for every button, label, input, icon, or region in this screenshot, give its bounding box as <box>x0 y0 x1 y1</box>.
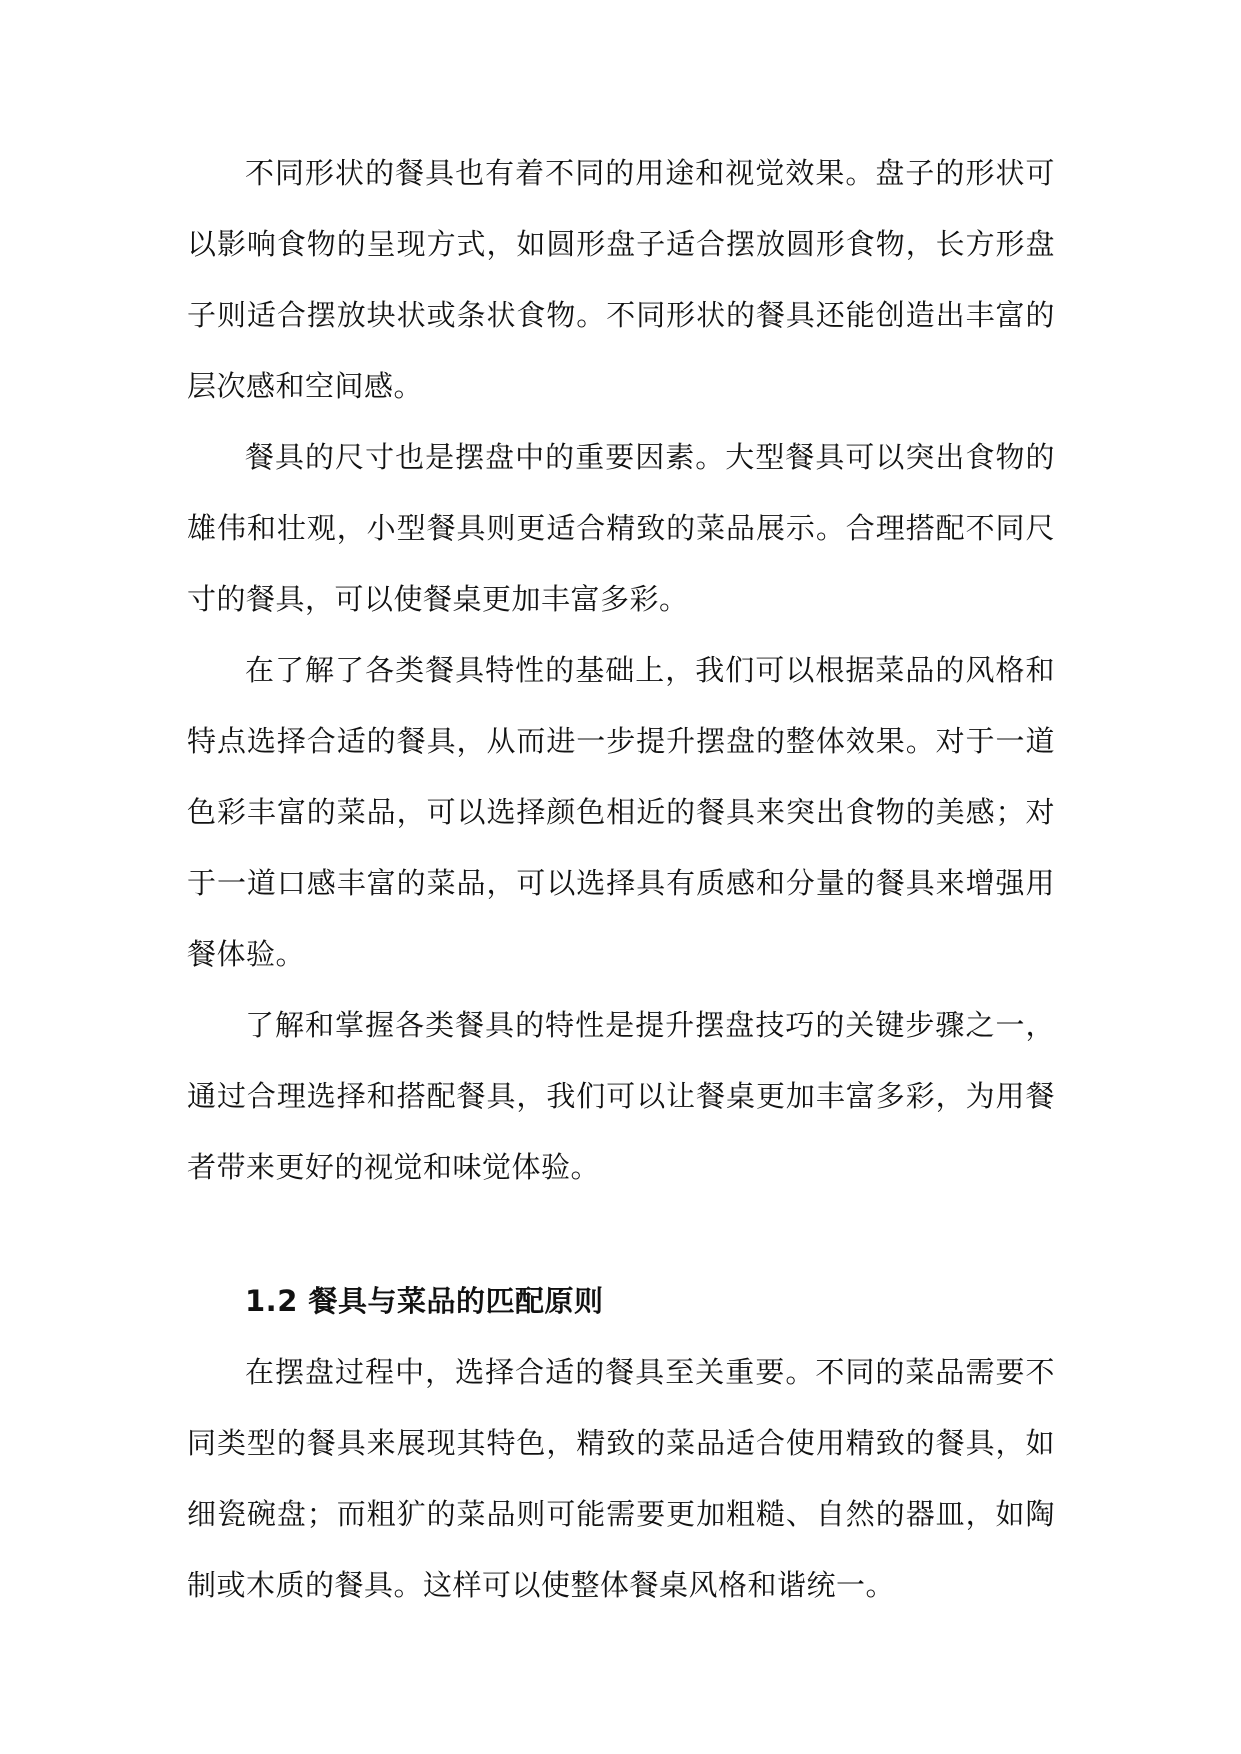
section-heading: 1.2 餐具与菜品的匹配原则 <box>245 1284 604 1318</box>
body-paragraph: 在摆盘过程中，选择合适的餐具至关重要。不同的菜品需要不同类型的餐具来展现其特色，精致的菜品适合使用精致的餐具，如细瓷碗盘；而粗犷的菜品则可能需要更加粗糙、自然的器皿，如陶制或木质的餐具。这样可以使整体餐桌风格和谐统一。 <box>187 1355 1055 1602</box>
body-paragraph: 餐具的尺寸也是摆盘中的重要因素。大型餐具可以突出食物的雄伟和壮观，小型餐具则更适合精致的菜品展示。合理搭配不同尺寸的餐具，可以使餐桌更加丰富多彩。 <box>187 440 1055 616</box>
body-paragraph: 不同形状的餐具也有着不同的用途和视觉效果。盘子的形状可以影响食物的呈现方式，如圆形盘子适合摆放圆形食物，长方形盘子则适合摆放块状或条状食物。不同形状的餐具还能创造出丰富的层次感和空间感。 <box>187 156 1055 403</box>
body-paragraph: 在了解了各类餐具特性的基础上，我们可以根据菜品的风格和特点选择合适的餐具，从而进一步提升摆盘的整体效果。对于一道色彩丰富的菜品，可以选择颜色相近的餐具来突出食物的美感；对于一道口感丰富的菜品，可以选择具有质感和分量的餐具来增强用餐体验。 <box>187 653 1055 971</box>
body-paragraph: 了解和掌握各类餐具的特性是提升摆盘技巧的关键步骤之一，通过合理选择和搭配餐具，我们可以让餐桌更加丰富多彩，为用餐者带来更好的视觉和味觉体验。 <box>187 1008 1055 1184</box>
document-page <box>187 138 1055 1621</box>
